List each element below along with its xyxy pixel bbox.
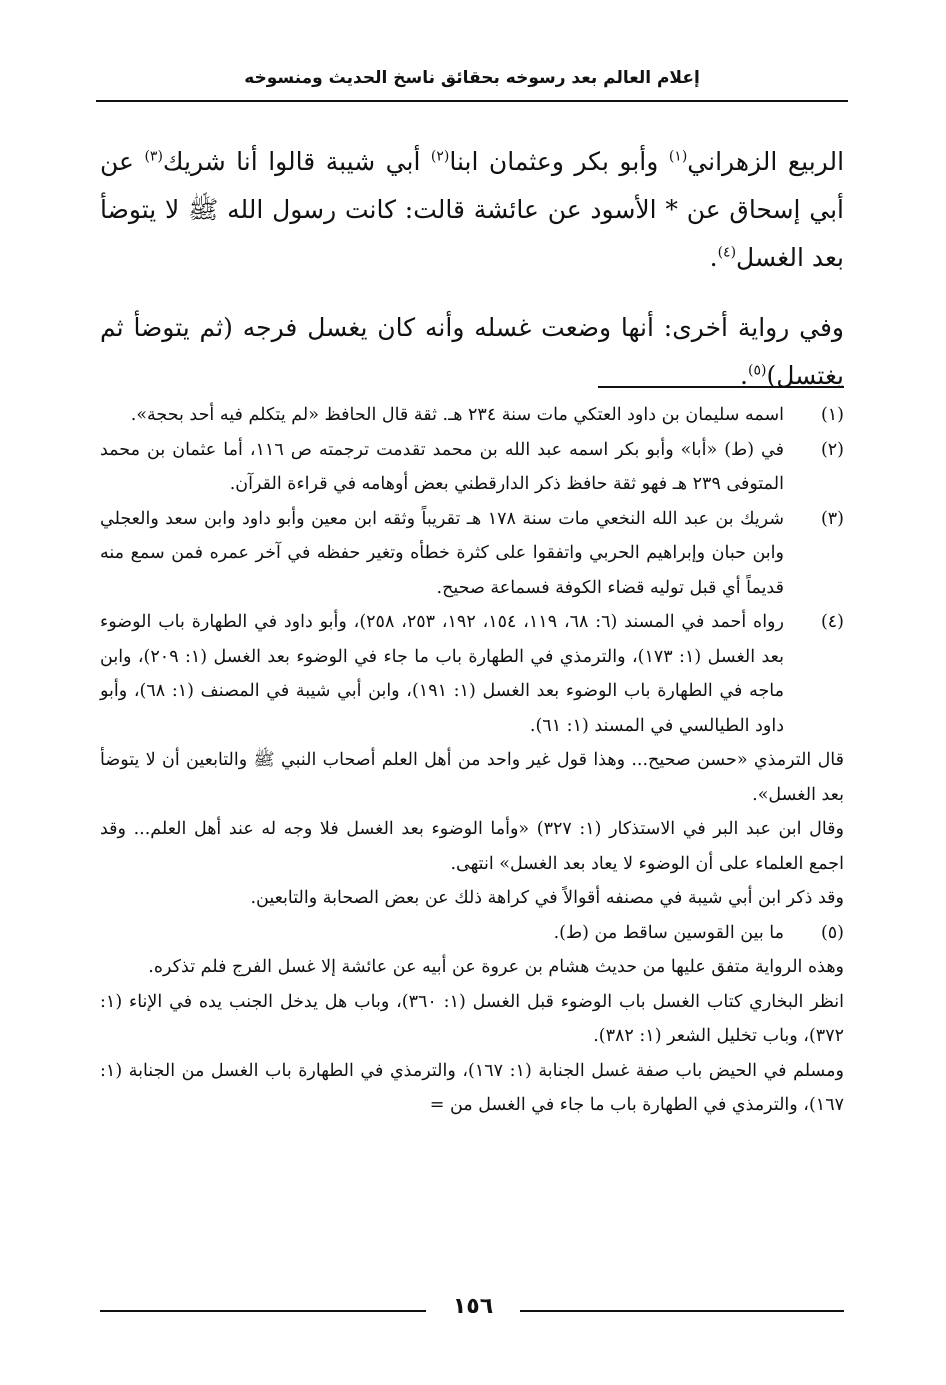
footnote-number: (٣) — [820, 508, 844, 529]
footnote-ref[interactable]: (٣) — [144, 148, 163, 165]
footnote-1 — [100, 398, 844, 433]
footnote-3 — [100, 502, 844, 606]
text-segment: وفي رواية أخرى: أنها وضعت غسله وأنه كان يغسل فرجه (ثم يتوضأ ثم يغتسل) — [100, 313, 844, 390]
running-title: إعلام العالم بعد رسوخه بحقائق ناسخ الحديث ومنسوخه — [244, 68, 700, 88]
main-paragraph — [100, 138, 844, 282]
footnote-text: ما بين القوسين ساقط من (ط). — [553, 922, 784, 943]
footer-rule-right — [520, 1310, 844, 1312]
footnote-text: قال الترمذي «حسن صحيح... وهذا قول غير واحد من أهل العلم أصحاب النبي ﷺ والتابعين أن لا يتوضأ بعد الغسل». — [100, 750, 844, 805]
footnote-5 — [100, 916, 844, 1123]
footnote-number: (٥) — [820, 922, 844, 943]
footer-rule-left — [100, 1310, 426, 1312]
footnote-number: (٢) — [820, 439, 844, 460]
footnote-ref[interactable]: (٤) — [717, 244, 737, 261]
footnote-ref[interactable]: (٥) — [747, 362, 767, 379]
text-segment: أبي شيبة قالوا أنا شريك — [162, 147, 431, 176]
text-segment: . — [709, 243, 718, 272]
footnote-text: شريك بن عبد الله النخعي مات سنة ١٧٨ هـ تقريباً وثقه ابن معين وأبو داود وابن سعد والعجلي وابن حبان وإبراهيم الحربي واتفقوا على كثرة خطأه وتغير حفظه في آخر عمره فمن سمع منه قديماً أي قبل توليه قضاء الكوفة فسماعة صحيح. — [100, 508, 785, 598]
footnotes — [100, 398, 844, 1123]
main-text — [100, 138, 844, 422]
header-rule — [96, 100, 848, 102]
footnote-separator — [598, 386, 844, 388]
footnote-text: اسمه سليمان بن داود العتكي مات سنة ٢٣٤ هـ. ثقة قال الحافظ «لم يتكلم فيه أحد بحجة». — [130, 405, 784, 425]
footnote-text: رواه أحمد في المسند (٦: ٦٨، ١١٩، ١٥٤، ١٩٢، ٢٥٣، ٢٥٨)، وأبو داود في الطهارة باب الوضوء بعد الغسل (١: ١٧٣)، والترمذي في الطهارة باب ما جاء في الوضوء بعد الغسل (١: ٢٠٩)، وابن ماجه في الطهارة باب الوضوء بعد الغسل (١: ١٩١)، وابن أبي شيبة في المصنف (١: ٦٨)، وأبو داود الطيالسي في المسند (١: ٦١). — [100, 612, 784, 736]
text-segment: . — [740, 361, 748, 390]
footnote-2 — [100, 433, 844, 502]
text-segment: وأبو بكر وعثمان ابنا — [449, 147, 669, 176]
footnote-text: وقال ابن عبد البر في الاستذكار (١: ٣٢٧) «وأما الوضوء بعد الغسل فلا وجه له عند أهل العلم... وقد اجمع العلماء على أن الوضوء لا يعاد بعد الغسل» انتهى. — [100, 819, 844, 874]
footnote-4 — [100, 605, 844, 916]
page-number: ١٥٦ — [452, 1294, 494, 1319]
text-segment: عن أبي إسحاق عن * الأسود عن عائشة قالت: كانت رسول الله ﷺ لا يتوضأ بعد الغسل — [100, 147, 844, 272]
footnote-text: وهذه الرواية متفق عليها من حديث هشام بن عروة عن أبيه عن عائشة إلا غسل الفرج فلم تذكره. — [148, 957, 844, 977]
text-segment: الربيع الزهراني — [687, 147, 845, 176]
footnote-text: ومسلم في الحيض باب صفة غسل الجنابة (١: ١٦٧)، والترمذي في الطهارة باب الغسل من الجنابة (١: ١٦٧)، والترمذي في الطهارة باب ما جاء في الغسل من = — [100, 1060, 844, 1115]
footnote-text: وقد ذكر ابن أبي شيبة في مصنفه أقوالاً في كراهة ذلك عن بعض الصحابة والتابعين. — [250, 888, 844, 908]
footnote-text: في (ط) «أبا» وأبو بكر اسمه عبد الله بن محمد تقدمت ترجمته ص ١١٦، أما عثمان بن محمد المتوفى ٢٣٩ هـ فهو ثقة حافظ ذكر الدارقطني بعض أوهامه في قراءة القرآن. — [100, 439, 785, 494]
footnote-ref[interactable]: (١) — [668, 148, 688, 165]
footnote-text: انظر البخاري كتاب الغسل باب الوضوء قبل الغسل (١: ٣٦٠)، وباب هل يدخل الجنب يده في الإناء (١: ٣٧٢)، وباب تخليل الشعر (١: ٣٨٢). — [100, 991, 845, 1046]
footnote-number: (١) — [820, 405, 844, 425]
footnote-ref[interactable]: (٢) — [430, 148, 450, 165]
footnote-number: (٤) — [820, 612, 844, 632]
